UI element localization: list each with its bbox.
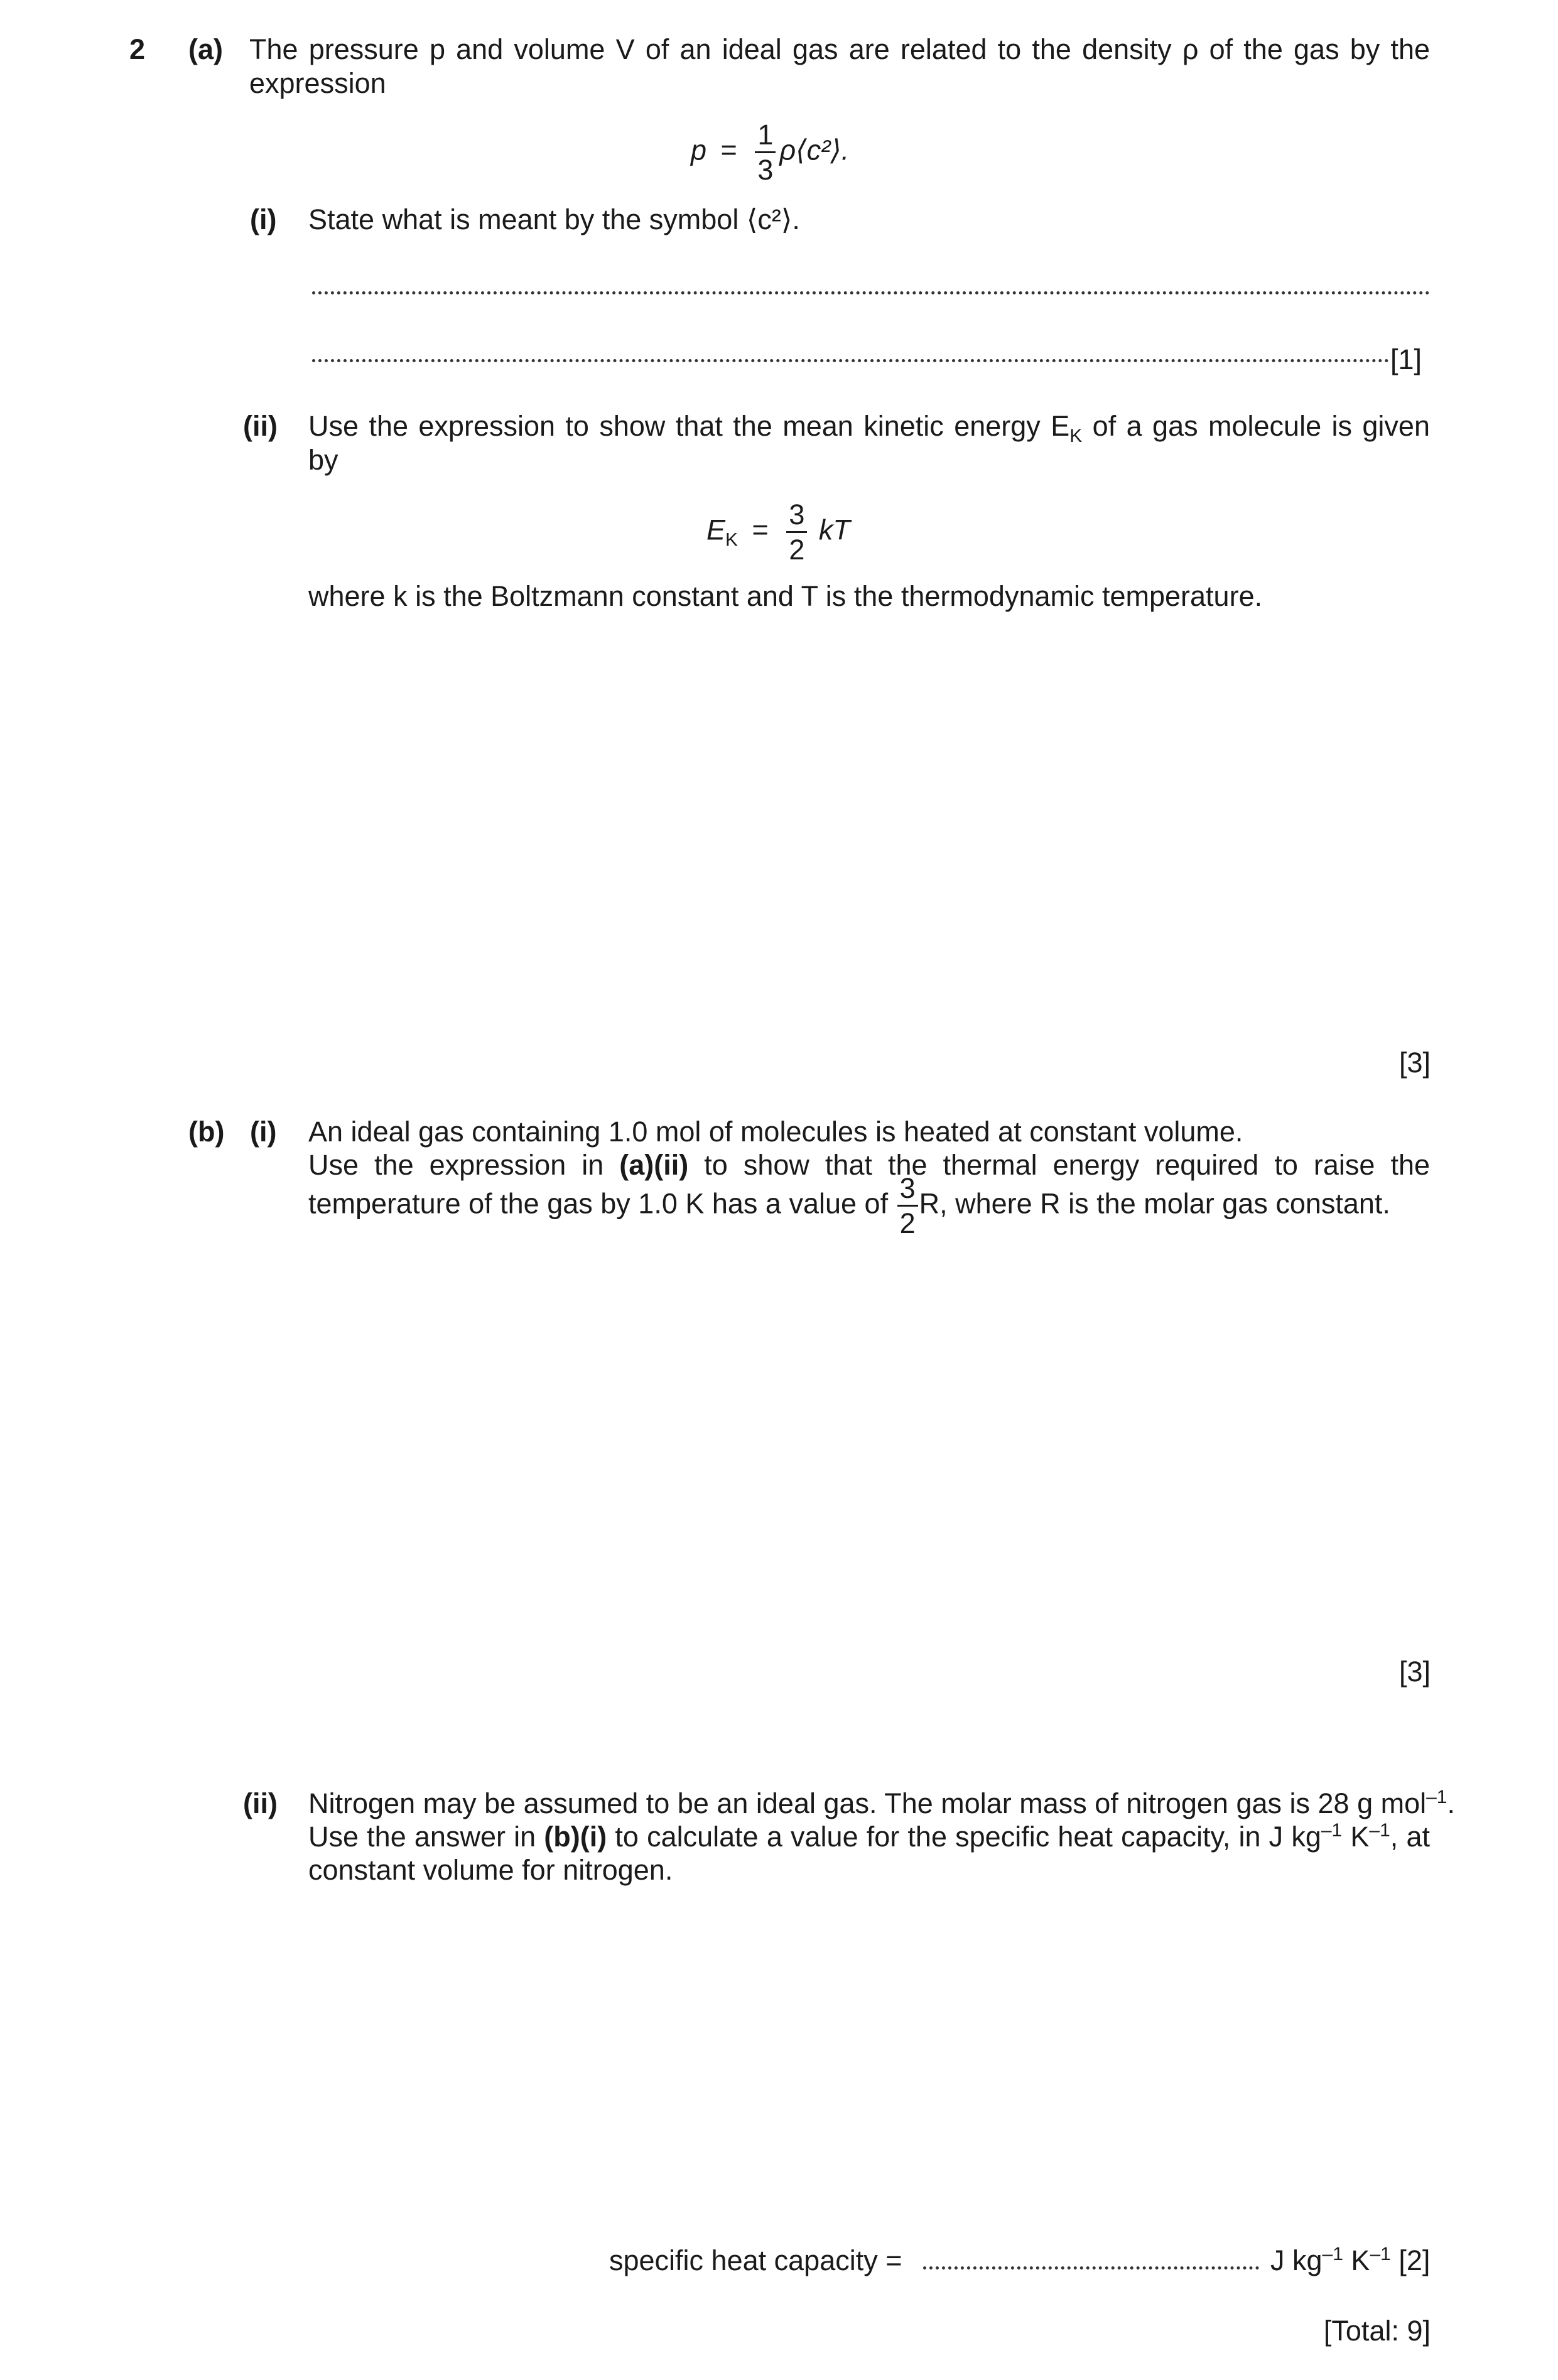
reference-b-i: (b)(i) xyxy=(544,1821,607,1853)
marks-a-ii: [3] xyxy=(1398,1047,1431,1079)
unit-kelvin: K xyxy=(1342,1821,1370,1853)
part-b-i-line2-end: to show that the thermal energy required to raise the xyxy=(688,1149,1431,1181)
part-b-ii-line1 xyxy=(308,1787,1455,1820)
part-a-intro-line1: The pressure p and volume V of an ideal gas are related to the density ρ of the gas by the xyxy=(249,33,1430,65)
answer-label-shc: specific heat capacity = xyxy=(609,2244,902,2276)
part-a-i-question: State what is meant by the symbol ⟨c²⟩. xyxy=(308,203,800,235)
marks-b-ii: [2] xyxy=(1398,2244,1431,2276)
question-number: 2 xyxy=(129,33,146,65)
part-a-label: (a) xyxy=(188,33,223,65)
fraction-one-third xyxy=(755,121,776,184)
answer-line-a-i-1[interactable] xyxy=(312,276,1430,294)
part-a-intro-line2: expression xyxy=(249,67,386,99)
superscript-minus-one: –1 xyxy=(1370,2244,1391,2264)
ek-rhs: kT xyxy=(818,514,850,546)
pressure-equation xyxy=(691,121,849,184)
part-b-ii-line1-end: . xyxy=(1447,1787,1456,1819)
answer-input-shc[interactable] xyxy=(923,2244,1259,2278)
ek-subscript: K xyxy=(725,529,738,551)
marks-a-i: [1] xyxy=(1390,343,1422,375)
reference-a-ii: (a)(ii) xyxy=(619,1149,689,1181)
subscript-k: K xyxy=(1069,426,1083,446)
part-b-i-line3-end: R, where R is the molar gas constant. xyxy=(919,1187,1390,1220)
part-b-label: (b) xyxy=(188,1116,225,1148)
part-a-i-label: (i) xyxy=(250,203,277,235)
part-a-ii-label: (ii) xyxy=(243,410,278,442)
fraction-numerator: 3 xyxy=(786,500,807,533)
part-b-i-line1: An ideal gas containing 1.0 mol of molecules is heated at constant volume. xyxy=(308,1116,1243,1148)
superscript-minus-one: –1 xyxy=(1369,1820,1390,1841)
unit-kelvin: K xyxy=(1343,2244,1370,2276)
part-b-i-label: (i) xyxy=(250,1116,277,1148)
unit-j-kg: J kg xyxy=(1270,2244,1323,2276)
part-a-ii-line1 xyxy=(308,409,1430,446)
fraction-denominator: 3 xyxy=(757,154,774,186)
total-marks: [Total: 9] xyxy=(1323,2315,1431,2347)
part-b-ii-line1-text: Nitrogen may be assumed to be an ideal gas. The molar mass of nitrogen gas is 28 g mol xyxy=(308,1787,1427,1819)
ek-equals: = xyxy=(752,514,769,546)
superscript-minus-one: –1 xyxy=(1322,2244,1343,2264)
fraction-numerator: 1 xyxy=(755,121,776,153)
part-a-ii-line2: by xyxy=(308,444,338,476)
part-b-ii-line2-start: Use the answer in xyxy=(308,1821,544,1853)
fraction-denominator: 2 xyxy=(789,534,805,566)
marks-b-i: [3] xyxy=(1398,1656,1431,1688)
part-b-i-line3-start: temperature of the gas by 1.0 K has a value of xyxy=(308,1187,896,1220)
part-b-ii-line2-mid: to calculate a value for the specific heat capacity, in J kg xyxy=(607,1821,1321,1853)
part-b-i-line3 xyxy=(308,1174,1390,1237)
fraction-numerator: 3 xyxy=(897,1174,918,1207)
part-b-i-line2-start: Use the expression in xyxy=(308,1149,620,1181)
working-space-a-ii[interactable] xyxy=(1372,657,1410,1033)
answer-unit-shc xyxy=(1270,2244,1430,2277)
answer-line-a-i-2[interactable] xyxy=(312,344,1389,362)
superscript-minus-one: –1 xyxy=(1321,1820,1343,1841)
superscript-minus-one: –1 xyxy=(1426,1787,1447,1807)
equation-rhs: ρ⟨c²⟩. xyxy=(779,134,850,166)
part-a-ii-line1-text: Use the expression to show that the mean kinetic energy E xyxy=(308,410,1070,442)
equation-equals: = xyxy=(720,134,737,166)
fraction-denominator: 2 xyxy=(899,1207,916,1239)
part-b-ii-line2-end: , at xyxy=(1390,1821,1430,1853)
part-a-ii-where: where k is the Boltzmann constant and T is the thermodynamic temperature. xyxy=(308,580,1263,612)
fraction-three-halves xyxy=(786,500,807,564)
part-b-ii-line2 xyxy=(308,1820,1430,1853)
fraction-three-halves-r xyxy=(897,1174,918,1237)
part-b-ii-label: (ii) xyxy=(243,1787,278,1819)
part-a-ii-line1-end: of a gas molecule is given xyxy=(1082,410,1430,442)
kinetic-energy-equation xyxy=(706,500,850,564)
working-space-b-i[interactable] xyxy=(1372,1256,1410,1632)
part-b-ii-line3: constant volume for nitrogen. xyxy=(308,1854,673,1886)
equation-lhs: p xyxy=(691,134,707,166)
ek-lhs: E xyxy=(706,514,726,546)
